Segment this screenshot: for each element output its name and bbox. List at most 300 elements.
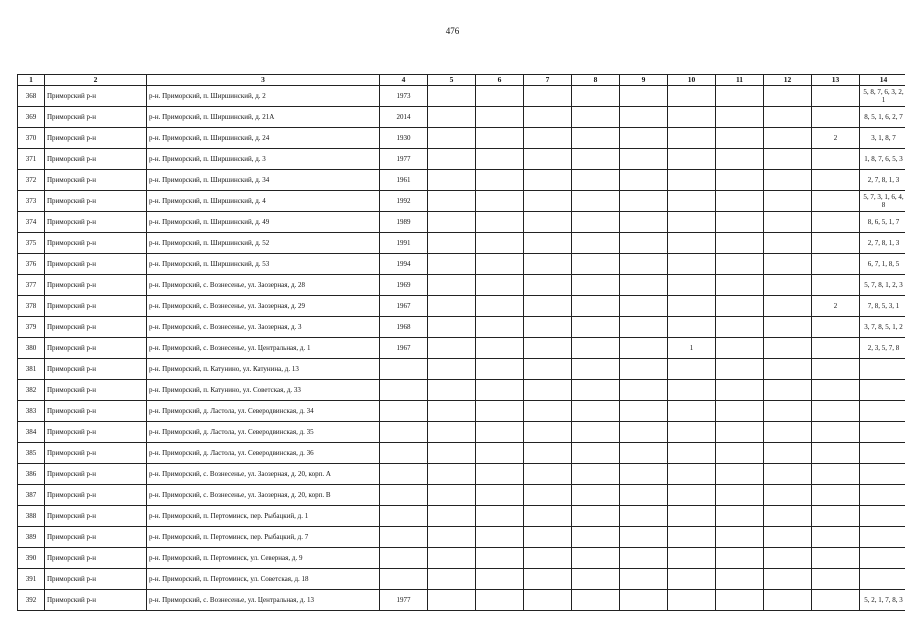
col11-cell — [716, 233, 764, 254]
col6-cell — [476, 590, 524, 611]
codes-cell — [860, 380, 905, 401]
col13-cell — [812, 506, 860, 527]
col8-cell — [572, 569, 620, 590]
col6-cell — [476, 359, 524, 380]
col12-cell — [764, 191, 812, 212]
col11-cell — [716, 107, 764, 128]
codes-cell: 8, 6, 5, 1, 7 — [860, 212, 905, 233]
year-cell: 1973 — [380, 86, 428, 107]
year-cell: 1991 — [380, 233, 428, 254]
address-cell: р-н. Приморский, с. Вознесенье, ул. Заозерная, д. 3 — [147, 317, 380, 338]
col6-cell — [476, 527, 524, 548]
col8-cell — [572, 401, 620, 422]
codes-cell: 2, 7, 8, 1, 3 — [860, 233, 905, 254]
column-header: 14 — [860, 75, 905, 86]
col6-cell — [476, 548, 524, 569]
address-cell: р-н. Приморский, п. Ширшинский, д. 2 — [147, 86, 380, 107]
col6-cell — [476, 380, 524, 401]
col5-cell — [428, 128, 476, 149]
col12-cell — [764, 317, 812, 338]
col8-cell — [572, 422, 620, 443]
address-cell: р-н. Приморский, с. Вознесенье, ул. Заозерная, д. 20, корп. А — [147, 464, 380, 485]
table-row — [18, 590, 905, 611]
district-cell: Приморский р-н — [45, 569, 147, 590]
col5-cell — [428, 590, 476, 611]
col7-cell — [524, 485, 572, 506]
address-cell: р-н. Приморский, п. Пертоминск, пер. Рыбацкий, д. 1 — [147, 506, 380, 527]
col12-cell — [764, 506, 812, 527]
year-cell: 1930 — [380, 128, 428, 149]
address-cell: р-н. Приморский, п. Пертоминск, ул. Северная, д. 9 — [147, 548, 380, 569]
address-cell: р-н. Приморский, п. Ширшинский, д. 4 — [147, 191, 380, 212]
col13-cell — [812, 443, 860, 464]
district-cell: Приморский р-н — [45, 359, 147, 380]
address-cell: р-н. Приморский, п. Ширшинский, д. 21А — [147, 107, 380, 128]
year-cell: 1967 — [380, 338, 428, 359]
col7-cell — [524, 464, 572, 485]
col11-cell — [716, 464, 764, 485]
district-cell: Приморский р-н — [45, 548, 147, 569]
col13-cell — [812, 485, 860, 506]
col6-cell — [476, 338, 524, 359]
col13-cell — [812, 317, 860, 338]
col13-cell — [812, 254, 860, 275]
codes-cell: 7, 8, 5, 3, 1 — [860, 296, 905, 317]
address-cell: р-н. Приморский, п. Ширшинский, д. 24 — [147, 128, 380, 149]
table-row — [18, 548, 905, 569]
row-number-cell: 390 — [18, 548, 45, 569]
district-cell: Приморский р-н — [45, 128, 147, 149]
district-cell: Приморский р-н — [45, 317, 147, 338]
col10-cell — [668, 170, 716, 191]
row-number-cell: 389 — [18, 527, 45, 548]
col13-cell — [812, 422, 860, 443]
col8-cell — [572, 338, 620, 359]
col10-cell — [668, 191, 716, 212]
table-row — [18, 317, 905, 338]
address-cell: р-н. Приморский, п. Ширшинский, д. 52 — [147, 233, 380, 254]
col12-cell — [764, 359, 812, 380]
col8-cell — [572, 464, 620, 485]
col12-cell — [764, 380, 812, 401]
column-header: 4 — [380, 75, 428, 86]
row-number-cell: 383 — [18, 401, 45, 422]
table-row — [18, 107, 905, 128]
col13-cell — [812, 86, 860, 107]
col13-cell — [812, 149, 860, 170]
row-number-cell: 380 — [18, 338, 45, 359]
col11-cell — [716, 149, 764, 170]
row-number-cell: 377 — [18, 275, 45, 296]
col10-cell — [668, 443, 716, 464]
year-cell: 1968 — [380, 317, 428, 338]
col6-cell — [476, 233, 524, 254]
year-cell: 1977 — [380, 149, 428, 170]
address-cell: р-н. Приморский, п. Катунино, ул. Катунина, д. 13 — [147, 359, 380, 380]
address-cell: р-н. Приморский, с. Вознесенье, ул. Центральная, д. 13 — [147, 590, 380, 611]
col10-cell — [668, 86, 716, 107]
col6-cell — [476, 107, 524, 128]
column-header: 9 — [620, 75, 668, 86]
col8-cell — [572, 170, 620, 191]
col7-cell — [524, 590, 572, 611]
codes-cell: 1, 8, 7, 6, 5, 3 — [860, 149, 905, 170]
col7-cell — [524, 317, 572, 338]
col13-cell — [812, 569, 860, 590]
col9-cell — [620, 296, 668, 317]
col7-cell — [524, 548, 572, 569]
col13-cell — [812, 233, 860, 254]
col11-cell — [716, 527, 764, 548]
col6-cell — [476, 485, 524, 506]
year-cell — [380, 380, 428, 401]
address-cell: р-н. Приморский, с. Вознесенье, ул. Центральная, д. 1 — [147, 338, 380, 359]
table-row — [18, 191, 905, 212]
row-number-cell: 381 — [18, 359, 45, 380]
col13-cell — [812, 191, 860, 212]
register-table — [17, 74, 905, 611]
col13-cell — [812, 464, 860, 485]
codes-cell — [860, 506, 905, 527]
column-header: 8 — [572, 75, 620, 86]
table-row — [18, 149, 905, 170]
col6-cell — [476, 170, 524, 191]
row-number-cell: 371 — [18, 149, 45, 170]
district-cell: Приморский р-н — [45, 527, 147, 548]
table-row — [18, 212, 905, 233]
col13-cell — [812, 212, 860, 233]
col13-cell — [812, 359, 860, 380]
column-header: 13 — [812, 75, 860, 86]
year-cell: 1961 — [380, 170, 428, 191]
district-cell: Приморский р-н — [45, 212, 147, 233]
col8-cell — [572, 359, 620, 380]
col5-cell — [428, 296, 476, 317]
year-cell — [380, 464, 428, 485]
codes-cell — [860, 569, 905, 590]
table-row — [18, 422, 905, 443]
codes-cell: 2, 3, 5, 7, 8 — [860, 338, 905, 359]
col7-cell — [524, 296, 572, 317]
codes-cell: 8, 5, 1, 6, 2, 7 — [860, 107, 905, 128]
column-header: 2 — [45, 75, 147, 86]
col5-cell — [428, 548, 476, 569]
col8-cell — [572, 212, 620, 233]
column-header: 3 — [147, 75, 380, 86]
codes-cell: 5, 2, 1, 7, 8, 3 — [860, 590, 905, 611]
col5-cell — [428, 443, 476, 464]
col11-cell — [716, 170, 764, 191]
col5-cell — [428, 233, 476, 254]
col13-cell — [812, 380, 860, 401]
col6-cell — [476, 296, 524, 317]
header-row — [18, 75, 905, 86]
col13-cell — [812, 107, 860, 128]
district-cell: Приморский р-н — [45, 149, 147, 170]
table-row — [18, 527, 905, 548]
col10-cell — [668, 506, 716, 527]
codes-cell — [860, 422, 905, 443]
col11-cell — [716, 422, 764, 443]
col5-cell — [428, 401, 476, 422]
row-number-cell: 387 — [18, 485, 45, 506]
col10-cell — [668, 485, 716, 506]
col10-cell — [668, 548, 716, 569]
col6-cell — [476, 569, 524, 590]
table-row — [18, 464, 905, 485]
codes-cell — [860, 548, 905, 569]
table-row — [18, 233, 905, 254]
column-header: 1 — [18, 75, 45, 86]
table-row — [18, 506, 905, 527]
address-cell: р-н. Приморский, п. Пертоминск, пер. Рыбацкий, д. 7 — [147, 527, 380, 548]
district-cell: Приморский р-н — [45, 464, 147, 485]
col12-cell — [764, 254, 812, 275]
col10-cell — [668, 422, 716, 443]
col13-cell — [812, 548, 860, 569]
col8-cell — [572, 485, 620, 506]
codes-cell: 3, 1, 8, 7 — [860, 128, 905, 149]
table-row — [18, 296, 905, 317]
col5-cell — [428, 527, 476, 548]
col10-cell — [668, 401, 716, 422]
col9-cell — [620, 569, 668, 590]
col9-cell — [620, 548, 668, 569]
year-cell: 1994 — [380, 254, 428, 275]
address-cell: р-н. Приморский, д. Ластола, ул. Северодвинская, д. 34 — [147, 401, 380, 422]
col9-cell — [620, 317, 668, 338]
col9-cell — [620, 233, 668, 254]
col10-cell — [668, 359, 716, 380]
district-cell: Приморский р-н — [45, 401, 147, 422]
col12-cell — [764, 170, 812, 191]
row-number-cell: 375 — [18, 233, 45, 254]
row-number-cell: 391 — [18, 569, 45, 590]
col12-cell — [764, 548, 812, 569]
col9-cell — [620, 191, 668, 212]
col10-cell — [668, 296, 716, 317]
page-number: 476 — [445, 26, 460, 36]
column-header: 11 — [716, 75, 764, 86]
address-cell: р-н. Приморский, д. Ластола, ул. Северодвинская, д. 35 — [147, 422, 380, 443]
col11-cell — [716, 590, 764, 611]
col13-cell — [812, 170, 860, 191]
col10-cell — [668, 149, 716, 170]
col7-cell — [524, 380, 572, 401]
col7-cell — [524, 569, 572, 590]
col11-cell — [716, 506, 764, 527]
district-cell: Приморский р-н — [45, 107, 147, 128]
district-cell: Приморский р-н — [45, 380, 147, 401]
col11-cell — [716, 548, 764, 569]
col6-cell — [476, 149, 524, 170]
col5-cell — [428, 380, 476, 401]
row-number-cell: 392 — [18, 590, 45, 611]
col12-cell — [764, 569, 812, 590]
codes-cell — [860, 485, 905, 506]
codes-cell — [860, 464, 905, 485]
col13-cell — [812, 527, 860, 548]
col8-cell — [572, 317, 620, 338]
year-cell: 1989 — [380, 212, 428, 233]
address-cell: р-н. Приморский, с. Вознесенье, ул. Заозерная, д. 28 — [147, 275, 380, 296]
codes-cell — [860, 443, 905, 464]
row-number-cell: 378 — [18, 296, 45, 317]
year-cell — [380, 401, 428, 422]
col9-cell — [620, 338, 668, 359]
address-cell: р-н. Приморский, п. Ширшинский, д. 53 — [147, 254, 380, 275]
col6-cell — [476, 422, 524, 443]
col11-cell — [716, 338, 764, 359]
col5-cell — [428, 317, 476, 338]
col9-cell — [620, 443, 668, 464]
col11-cell — [716, 380, 764, 401]
col7-cell — [524, 506, 572, 527]
col7-cell — [524, 107, 572, 128]
col5-cell — [428, 107, 476, 128]
codes-cell — [860, 359, 905, 380]
year-cell: 1967 — [380, 296, 428, 317]
col12-cell — [764, 233, 812, 254]
col6-cell — [476, 128, 524, 149]
col7-cell — [524, 128, 572, 149]
col13-cell — [812, 401, 860, 422]
col10-cell — [668, 380, 716, 401]
col8-cell — [572, 191, 620, 212]
row-number-cell: 373 — [18, 191, 45, 212]
col6-cell — [476, 212, 524, 233]
year-cell — [380, 359, 428, 380]
col7-cell — [524, 275, 572, 296]
year-cell — [380, 527, 428, 548]
codes-cell: 3, 7, 8, 5, 1, 2 — [860, 317, 905, 338]
district-cell: Приморский р-н — [45, 191, 147, 212]
col6-cell — [476, 86, 524, 107]
column-header: 6 — [476, 75, 524, 86]
col10-cell — [668, 527, 716, 548]
col7-cell — [524, 191, 572, 212]
col10-cell — [668, 254, 716, 275]
col10-cell — [668, 233, 716, 254]
col12-cell — [764, 212, 812, 233]
col11-cell — [716, 275, 764, 296]
year-cell: 1969 — [380, 275, 428, 296]
col8-cell — [572, 107, 620, 128]
col5-cell — [428, 485, 476, 506]
col6-cell — [476, 443, 524, 464]
col6-cell — [476, 464, 524, 485]
col5-cell — [428, 506, 476, 527]
col11-cell — [716, 317, 764, 338]
col12-cell — [764, 527, 812, 548]
district-cell: Приморский р-н — [45, 443, 147, 464]
col5-cell — [428, 254, 476, 275]
col5-cell — [428, 191, 476, 212]
register-body — [18, 86, 905, 611]
district-cell: Приморский р-н — [45, 170, 147, 191]
col10-cell — [668, 128, 716, 149]
col9-cell — [620, 527, 668, 548]
col13-cell — [812, 275, 860, 296]
col8-cell — [572, 128, 620, 149]
col8-cell — [572, 527, 620, 548]
col8-cell — [572, 443, 620, 464]
col12-cell — [764, 338, 812, 359]
col10-cell — [668, 212, 716, 233]
col7-cell — [524, 233, 572, 254]
col8-cell — [572, 233, 620, 254]
col11-cell — [716, 296, 764, 317]
district-cell: Приморский р-н — [45, 506, 147, 527]
col7-cell — [524, 443, 572, 464]
district-cell: Приморский р-н — [45, 422, 147, 443]
col9-cell — [620, 254, 668, 275]
district-cell: Приморский р-н — [45, 485, 147, 506]
col8-cell — [572, 506, 620, 527]
col5-cell — [428, 569, 476, 590]
table-row — [18, 401, 905, 422]
col10-cell — [668, 107, 716, 128]
row-number-cell: 388 — [18, 506, 45, 527]
col10-cell — [668, 275, 716, 296]
col12-cell — [764, 149, 812, 170]
col5-cell — [428, 338, 476, 359]
col6-cell — [476, 317, 524, 338]
codes-cell: 5, 8, 7, 6, 3, 2, 1 — [860, 86, 905, 107]
col12-cell — [764, 422, 812, 443]
table-row — [18, 485, 905, 506]
address-cell: р-н. Приморский, п. Катунино, ул. Советская, д. 33 — [147, 380, 380, 401]
col5-cell — [428, 275, 476, 296]
year-cell: 1992 — [380, 191, 428, 212]
col8-cell — [572, 86, 620, 107]
codes-cell: 5, 7, 8, 1, 2, 3 — [860, 275, 905, 296]
col10-cell: 1 — [668, 338, 716, 359]
col6-cell — [476, 254, 524, 275]
row-number-cell: 384 — [18, 422, 45, 443]
col5-cell — [428, 422, 476, 443]
col8-cell — [572, 275, 620, 296]
address-cell: р-н. Приморский, п. Ширшинский, д. 34 — [147, 170, 380, 191]
col8-cell — [572, 590, 620, 611]
col7-cell — [524, 254, 572, 275]
col11-cell — [716, 569, 764, 590]
column-header: 7 — [524, 75, 572, 86]
column-header: 10 — [668, 75, 716, 86]
district-cell: Приморский р-н — [45, 338, 147, 359]
col9-cell — [620, 485, 668, 506]
address-cell: р-н. Приморский, с. Вознесенье, ул. Заозерная, д. 20, корп. В — [147, 485, 380, 506]
col12-cell — [764, 128, 812, 149]
row-number-cell: 379 — [18, 317, 45, 338]
col5-cell — [428, 359, 476, 380]
col12-cell — [764, 590, 812, 611]
address-cell: р-н. Приморский, с. Вознесенье, ул. Заозерная, д. 29 — [147, 296, 380, 317]
year-cell: 2014 — [380, 107, 428, 128]
col11-cell — [716, 359, 764, 380]
year-cell — [380, 485, 428, 506]
address-cell: р-н. Приморский, п. Ширшинский, д. 3 — [147, 149, 380, 170]
col7-cell — [524, 86, 572, 107]
col8-cell — [572, 296, 620, 317]
col11-cell — [716, 254, 764, 275]
col8-cell — [572, 380, 620, 401]
col12-cell — [764, 443, 812, 464]
row-number-cell: 372 — [18, 170, 45, 191]
col10-cell — [668, 590, 716, 611]
col11-cell — [716, 443, 764, 464]
year-cell — [380, 548, 428, 569]
